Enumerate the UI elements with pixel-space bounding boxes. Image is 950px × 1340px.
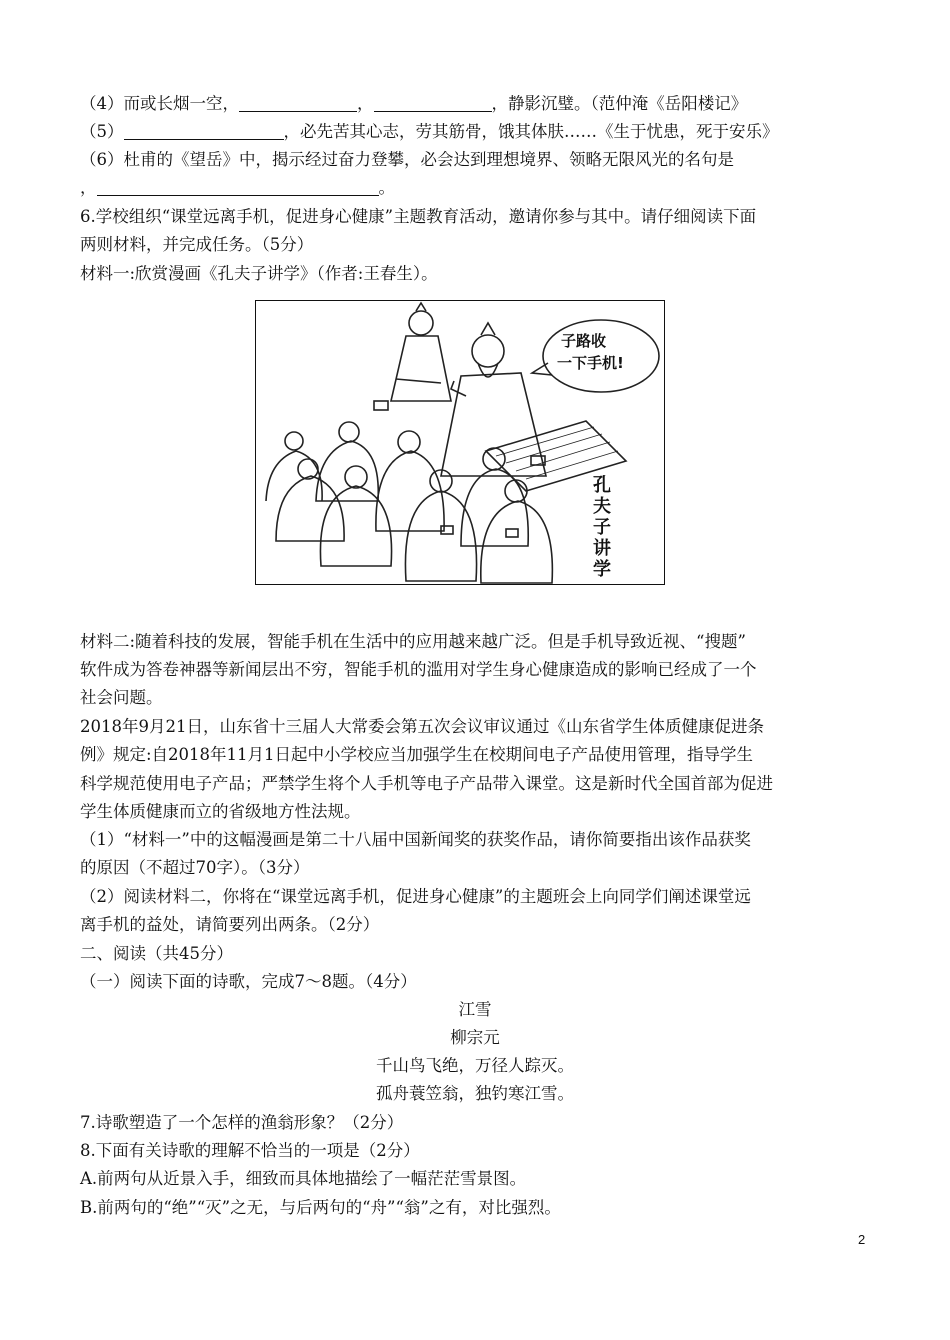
material-2-cont: 软件成为答卷神器等新闻层出不穷，智能手机的滥用对学生身心健康造成的影响已经成了一个 xyxy=(80,660,757,679)
task-2-cont: 离手机的益处，请简要列出两条。（2分） xyxy=(80,915,380,934)
task-2: （2）阅读材料二，你将在“课堂远离手机，促进身心健康”的主题班会上向同学们阐述课堂远 xyxy=(80,887,751,906)
section-heading: 二、阅读（共45分） xyxy=(80,944,233,963)
material-2-cont: 学生体质健康而立的省级地方性法规。 xyxy=(80,802,361,821)
question-8: 8.下面有关诗歌的理解不恰当的一项是（2分） xyxy=(80,1141,420,1160)
question-5-4: （4）而或长烟一空， ， ，静影沉璧。（范仲淹《岳阳楼记》 xyxy=(80,94,748,113)
cartoon-title: 孔夫子讲学 xyxy=(593,475,611,580)
material-2: 材料二:随着科技的发展，智能手机在生活中的应用越来越广泛。但是手机导致近视、“搜题” xyxy=(80,632,746,651)
poem-author: 柳宗元 xyxy=(450,1028,500,1047)
answer-blank[interactable] xyxy=(239,95,357,112)
question-5-5: （5） ，必先苦其心志，劳其筋骨，饿其体肤……《生于忧患，死于安乐》 xyxy=(80,122,779,141)
speech-bubble-text-2: 一下手机! xyxy=(557,354,624,372)
material-2-cont: 2018年9月21日，山东省十三届人大常委会第五次会议审议通过《山东省学生体质健康促进条 xyxy=(80,717,764,736)
answer-blank[interactable] xyxy=(124,123,284,140)
material-2-cont: 社会问题。 xyxy=(80,688,163,707)
question-6-cont: 两则材料，并完成任务。（5分） xyxy=(80,235,314,254)
question-7: 7.诗歌塑造了一个怎样的渔翁形象？（2分） xyxy=(80,1113,404,1132)
material-1: 材料一:欣赏漫画《孔夫子讲学》（作者:王春生）。 xyxy=(80,264,438,283)
poem-title: 江雪 xyxy=(458,1000,492,1019)
answer-blank[interactable] xyxy=(97,179,379,196)
poem-line: 千山鸟飞绝，万径人踪灭。 xyxy=(376,1056,574,1075)
question-5-6-blank-line: ， 。 xyxy=(80,178,395,197)
speech-bubble-text-1: 子路收 xyxy=(561,332,607,350)
material-2-cont: 科学规范使用电子产品；严禁学生将个人手机等电子产品带入课堂。这是新时代全国首部为促进 xyxy=(80,774,773,793)
subsection-heading: （一）阅读下面的诗歌，完成7～8题。（4分） xyxy=(80,972,417,991)
poem-line: 孤舟蓑笠翁，独钓寒江雪。 xyxy=(376,1084,574,1103)
material-2-cont: 例》规定:自2018年11月1日起中小学校应当加强学生在校期间电子产品使用管理，指导学生 xyxy=(80,745,754,764)
question-6: 6.学校组织“课堂远离手机，促进身心健康”主题教育活动，邀请你参与其中。请仔细阅读下面 xyxy=(80,207,757,226)
page-number: 2 xyxy=(858,1232,866,1247)
task-1-cont: 的原因（不超过70字）。（3分） xyxy=(80,858,310,877)
option-b: B.前两句的“绝”“灭”之无，与后两句的“舟”“翁”之有，对比强烈。 xyxy=(80,1198,561,1217)
question-5-6: （6）杜甫的《望岳》中，揭示经过奋力登攀，必会达到理想境界、领略无限风光的名句是 xyxy=(80,150,734,169)
answer-blank[interactable] xyxy=(374,95,492,112)
option-a: A.前两句从近景入手，细致而具体地描绘了一幅茫茫雪景图。 xyxy=(80,1169,527,1188)
task-1: （1）“材料一”中的这幅漫画是第二十八届中国新闻奖的获奖作品，请你简要指出该作品获奖 xyxy=(80,830,751,849)
